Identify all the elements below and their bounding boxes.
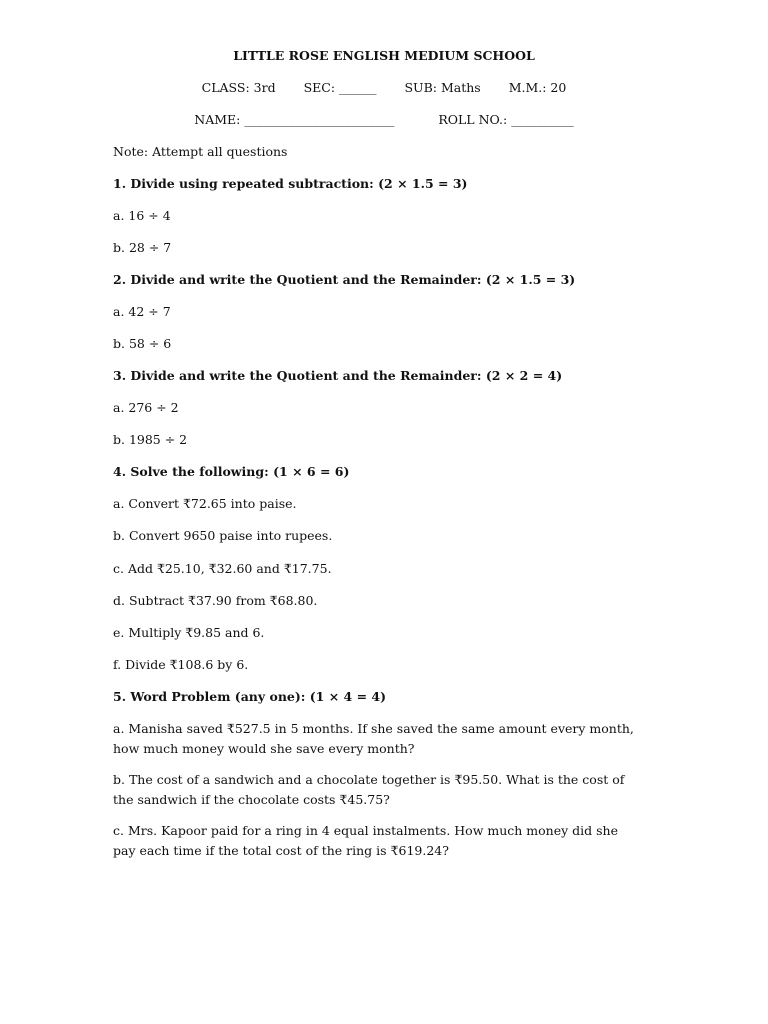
question-3a: a. 276 ÷ 2 bbox=[113, 400, 179, 415]
name-field: NAME: ________________________ bbox=[194, 112, 395, 127]
question-4c: c. Add ₹25.10, ₹32.60 and ₹17.75. bbox=[113, 561, 332, 576]
school-title: LITTLE ROSE ENGLISH MEDIUM SCHOOL bbox=[233, 48, 535, 63]
question-4e: e. Multiply ₹9.85 and 6. bbox=[113, 625, 265, 640]
question-4f: f. Divide ₹108.6 by 6. bbox=[113, 657, 249, 672]
question-5b: b. The cost of a sandwich and a chocolate together is ₹95.50. What is the cost of the sandwich if the chocolate costs ₹45.75? bbox=[113, 772, 625, 807]
subject-field: SUB: Maths bbox=[404, 80, 481, 95]
question-4-heading: 4. Solve the following: (1 × 6 = 6) bbox=[113, 464, 350, 479]
max-marks-field: M.M.: 20 bbox=[508, 80, 567, 95]
note-text: Note: Attempt all questions bbox=[113, 144, 288, 159]
roll-number-field: ROLL NO.: __________ bbox=[438, 112, 574, 127]
question-1a: a. 16 ÷ 4 bbox=[113, 208, 171, 223]
question-2a: a. 42 ÷ 7 bbox=[113, 304, 171, 319]
question-3-heading: 3. Divide and write the Quotient and the Remainder: (2 × 2 = 4) bbox=[113, 368, 563, 383]
section-field: SEC: ______ bbox=[303, 80, 377, 95]
question-4b: b. Convert 9650 paise into rupees. bbox=[113, 528, 333, 543]
question-3b: b. 1985 ÷ 2 bbox=[113, 432, 188, 447]
question-4d: d. Subtract ₹37.90 from ₹68.80. bbox=[113, 593, 318, 608]
question-2-heading: 2. Divide and write the Quotient and the Remainder: (2 × 1.5 = 3) bbox=[113, 272, 576, 287]
question-5a: a. Manisha saved ₹527.5 in 5 months. If she saved the same amount every month, how much money would she save every month? bbox=[113, 721, 634, 756]
question-1b: b. 28 ÷ 7 bbox=[113, 240, 172, 255]
question-1-heading: 1. Divide using repeated subtraction: (2 × 1.5 = 3) bbox=[113, 176, 468, 191]
question-5c: c. Mrs. Kapoor paid for a ring in 4 equal instalments. How much money did she pay each time if the total cost of the ring is ₹619.24? bbox=[113, 823, 618, 858]
question-2b: b. 58 ÷ 6 bbox=[113, 336, 172, 351]
class-info-row bbox=[0, 80, 768, 96]
class-field: CLASS: 3rd bbox=[201, 80, 276, 95]
student-info-row bbox=[0, 112, 768, 128]
question-4a: a. Convert ₹72.65 into paise. bbox=[113, 496, 297, 511]
question-5-heading: 5. Word Problem (any one): (1 × 4 = 4) bbox=[113, 689, 387, 704]
